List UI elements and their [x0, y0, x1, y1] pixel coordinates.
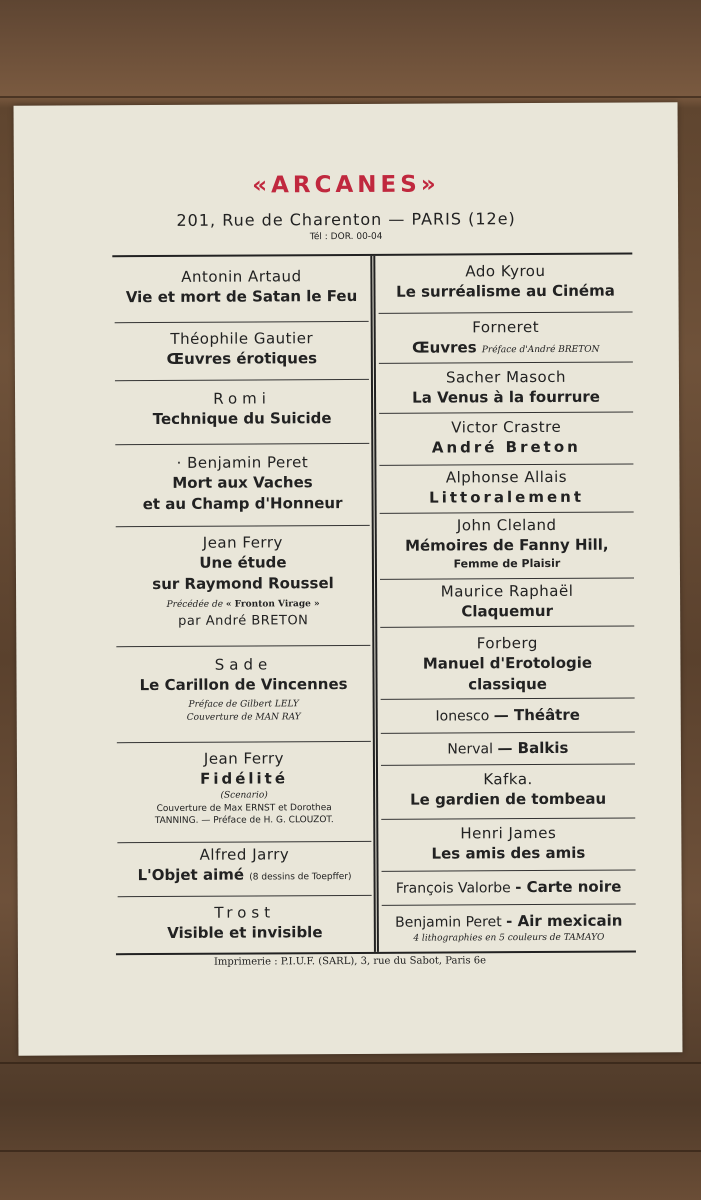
entry-author: Jean Ferry: [202, 533, 283, 552]
catalog-entry: [382, 904, 636, 951]
catalog-entry: [117, 742, 372, 843]
catalog-entry: [378, 255, 632, 314]
entry-title: Fidélité: [200, 769, 289, 788]
entry-title-row: [381, 738, 635, 760]
catalog-entry: [115, 444, 369, 527]
entry-author: Ionesco: [435, 708, 490, 725]
entry-author: Jean Ferry: [203, 749, 285, 768]
entry-note: TANNING. — Préface de H. G. CLOUZOT.: [154, 815, 334, 827]
entry-author: Forneret: [472, 317, 540, 337]
entry-title: La Venus à la fourrure: [412, 387, 600, 407]
entry-author: Trost: [214, 903, 276, 922]
entry-title: Œuvres érotiques: [166, 349, 318, 368]
wood-grain: [0, 96, 701, 98]
entry-title: - Carte noire: [515, 877, 622, 897]
entry-note-bold: « Fronton Virage »: [225, 599, 320, 610]
entry-author: Ado Kyrou: [465, 261, 546, 281]
entry-note: [116, 598, 370, 612]
entry-note: (8 dessins de Toepffer): [249, 871, 352, 883]
entry-title: André Breton: [431, 437, 581, 457]
entry-author: Forberg: [476, 634, 538, 653]
catalog-entry: [380, 513, 634, 580]
entry-note: Préface de Gilbert LELY: [188, 699, 299, 710]
entry-title-line2: et au Champ d'Honneur: [142, 494, 343, 514]
entry-title: — Théâtre: [493, 705, 580, 725]
entry-title-row: [382, 876, 636, 898]
entry-title: Le surréalisme au Cinéma: [396, 281, 615, 301]
entry-note: Couverture de MAN RAY: [186, 712, 301, 723]
entry-author: Kafka.: [483, 770, 533, 789]
wood-grain: [0, 1150, 701, 1152]
entry-note-prefix: Précédée de: [166, 599, 224, 610]
entry-note: (Scenario): [220, 790, 268, 801]
catalog-entry: [117, 842, 371, 897]
right-column: [378, 255, 632, 944]
publisher-name: «ARCANES»: [252, 171, 440, 199]
catalog-entry: [381, 764, 635, 819]
catalog-entry: [382, 870, 636, 905]
entry-author: Benjamin Peret: [395, 914, 502, 931]
catalog-entry: [114, 260, 368, 323]
wood-grain: [0, 1062, 701, 1064]
entry-title: Les amis des amis: [431, 843, 586, 863]
catalog-entry: [116, 526, 371, 647]
entry-author: Romi: [213, 389, 271, 408]
catalog-entry: [118, 896, 372, 953]
entry-author: · Benjamin Peret: [176, 453, 309, 472]
publisher-phone: Tél : DOR. 00-04: [309, 231, 383, 243]
entry-author: Henri James: [460, 823, 557, 843]
catalog-entry: [379, 313, 633, 364]
entry-title: - Air mexicain: [506, 911, 623, 931]
entry-title-row: [382, 910, 636, 932]
entry-title-line2: sur Raymond Roussel: [152, 574, 334, 594]
entry-title: Vie et mort de Satan le Feu: [125, 286, 358, 307]
entry-author: Alfred Jarry: [199, 845, 290, 864]
catalog-entry: [115, 380, 369, 445]
entry-title: Visible et invisible: [167, 923, 323, 942]
entry-author: John Cleland: [456, 515, 557, 535]
entry-title: Le Carillon de Vincennes: [139, 675, 348, 695]
column-divider: [370, 256, 379, 952]
entry-title: Le gardien de tombeau: [410, 789, 607, 809]
entry-note: 4 lithographies en 5 couleurs de TAMAYO: [413, 932, 605, 944]
entry-author: Victor Crastre: [451, 417, 562, 437]
catalog-entry: [379, 363, 633, 414]
entry-title: Une étude: [199, 553, 287, 572]
catalog-entry: [115, 322, 369, 381]
catalog-entry: [381, 699, 635, 734]
entry-title: Technique du Suicide: [152, 409, 332, 429]
catalog-entry: [380, 579, 634, 628]
entry-author: Antonin Artaud: [181, 267, 302, 286]
entry-author: Théophile Gautier: [170, 329, 314, 348]
entry-author: François Valorbe: [395, 880, 511, 897]
entry-note: par André BRETON: [178, 613, 309, 629]
catalog-entry: [381, 818, 635, 871]
entry-title: Manuel d'Erotologie: [422, 653, 593, 673]
entry-title: Littoralement: [429, 487, 585, 507]
catalog-entry: [116, 646, 370, 743]
entry-author: Sade: [214, 655, 273, 674]
entry-subtitle: Femme de Plaisir: [453, 556, 561, 571]
entry-author: Alphonse Allais: [445, 467, 568, 487]
entry-title-line2: classique: [468, 674, 547, 694]
entry-author: Sacher Masoch: [445, 367, 566, 387]
entry-title: Mort aux Vaches: [172, 473, 313, 492]
publisher-address: 201, Rue de Charenton — PARIS (12e): [176, 209, 516, 230]
entry-title: Mémoires de Fanny Hill,: [404, 535, 609, 555]
catalog-entry: [381, 733, 635, 766]
entry-title: L'Objet aimé: [137, 865, 245, 885]
entry-title: Œuvres: [412, 338, 477, 357]
catalog-entry: [379, 413, 633, 466]
entry-title-row: [381, 705, 635, 727]
entry-title-row: [117, 864, 371, 889]
entry-title: Claquemur: [461, 601, 553, 621]
catalog-entry: [379, 465, 633, 514]
entry-author: Maurice Raphaël: [440, 581, 574, 601]
printer-credit: Imprimerie : P.I.U.F. (SARL), 3, rue du Sabot, Paris 6e: [213, 955, 487, 968]
back-cover-page: [14, 102, 683, 1055]
entry-author: Nerval: [447, 741, 494, 758]
entry-note: Préface d'André BRETON: [481, 344, 600, 356]
entry-title-row: [379, 337, 633, 362]
catalog-entry: [380, 627, 634, 700]
entry-title: — Balkis: [497, 738, 569, 758]
entry-note: Couverture de Max ERNST et Dorothea: [156, 803, 332, 815]
